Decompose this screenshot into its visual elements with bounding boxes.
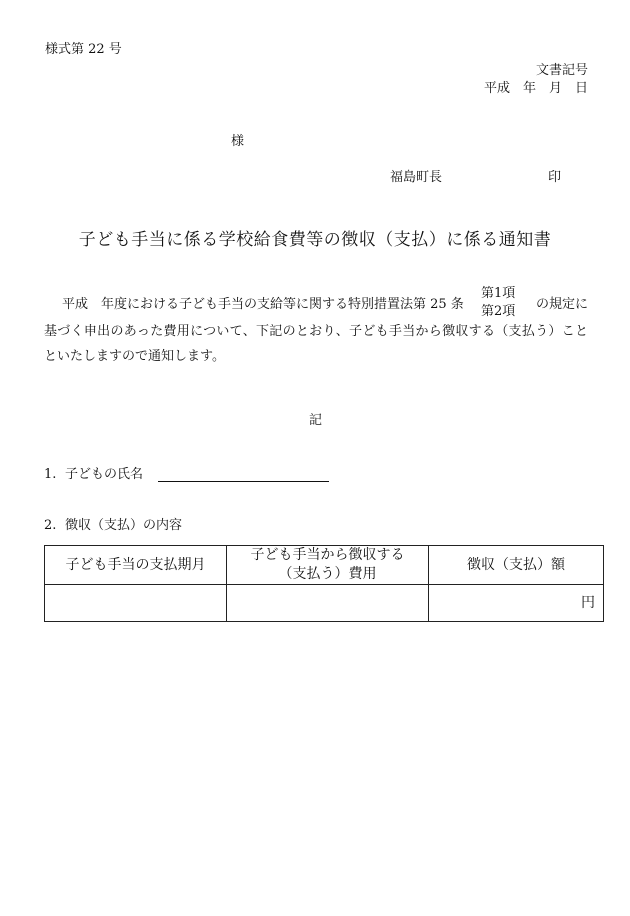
- ki-heading: 記: [309, 413, 323, 428]
- body-line-1-suffix: の規定に: [536, 297, 589, 312]
- seal-mark: 印: [548, 170, 562, 185]
- form-number: 様式第 22 号: [45, 42, 122, 57]
- clause-option-2: 第2項: [481, 304, 516, 319]
- child-name-blank-line: [158, 481, 329, 482]
- item-2-label: 徴収（支払）の内容: [65, 518, 183, 533]
- header-collected-cost: [227, 546, 429, 585]
- cell-payment-month: [45, 585, 227, 622]
- clause-option-1: 第1項: [481, 286, 516, 301]
- body-line-3: といたしますので通知します。: [44, 349, 225, 364]
- document-title: 子ども手当に係る学校給食費等の徴収（支払）に係る通知書: [78, 230, 552, 250]
- header-payment-month-text: 子ども手当の支払期月: [65, 556, 206, 573]
- body-line-1-prefix: 平成 年度における子ども手当の支給等に関する特別措置法第 25 条: [62, 297, 464, 312]
- cell-collected-cost: [227, 585, 429, 622]
- header-payment-month: [45, 546, 227, 585]
- item-1-label: 子どもの氏名: [65, 467, 144, 482]
- table-row: [45, 585, 604, 622]
- table-header-row: [45, 546, 604, 585]
- collection-content-table: [44, 545, 604, 622]
- amount-unit-yen: 円: [581, 594, 595, 611]
- header-amount: [429, 546, 604, 585]
- issue-date: 平成 年 月 日: [483, 81, 588, 96]
- sender-name: 福島町長: [390, 170, 443, 185]
- header-collected-cost-line-1: 子ども手当から徴収する: [250, 547, 405, 563]
- item-2-number: 2.: [44, 518, 57, 533]
- addressee-suffix: 様: [231, 134, 245, 149]
- body-line-2: 基づく申出のあった費用について、下記のとおり、子ども手当から徴収する（支払う）こと: [44, 324, 588, 339]
- document-code-label: 文書記号: [535, 63, 588, 78]
- header-amount-text: 徴収（支払）額: [467, 556, 565, 573]
- item-1-number: 1.: [44, 467, 57, 482]
- header-collected-cost-line-2: （支払う）費用: [278, 566, 377, 582]
- cell-amount: [429, 585, 604, 622]
